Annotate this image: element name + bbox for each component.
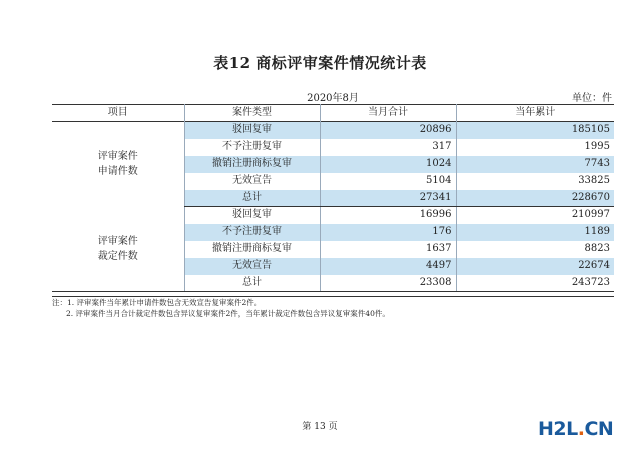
month-total-cell: 317 <box>320 139 456 156</box>
month-total-cell: 20896 <box>320 122 456 139</box>
logo-text: H2L <box>538 418 578 440</box>
case-type-cell: 撤销注册商标复审 <box>184 156 320 173</box>
year-total-cell: 185105 <box>456 122 614 139</box>
case-type-cell: 无效宣告 <box>184 173 320 190</box>
case-type-cell: 总计 <box>184 275 320 292</box>
table-notes <box>52 296 614 319</box>
month-total-cell: 1024 <box>320 156 456 173</box>
month-total-cell: 27341 <box>320 190 456 207</box>
header-case-type: 案件类型 <box>184 105 320 122</box>
page-number: 第 13 页 <box>302 422 338 432</box>
year-total-cell: 22674 <box>456 258 614 275</box>
case-type-cell: 不予注册复审 <box>184 224 320 241</box>
unit-label: 单位：件 <box>572 93 612 104</box>
case-type-cell: 无效宣告 <box>184 258 320 275</box>
year-total-cell: 210997 <box>456 207 614 224</box>
year-total-cell: 7743 <box>456 156 614 173</box>
month-total-cell: 176 <box>320 224 456 241</box>
month-total-cell: 16996 <box>320 207 456 224</box>
group-label-applications <box>52 122 184 207</box>
month-total-cell: 4497 <box>320 258 456 275</box>
year-total-cell: 1995 <box>456 139 614 156</box>
table-subheader <box>52 89 614 103</box>
group-label-rulings <box>52 207 184 292</box>
group-label-line: 评审案件 <box>97 151 138 163</box>
header-year-total: 当年累计 <box>456 105 614 122</box>
year-total-cell: 8823 <box>456 241 614 258</box>
header-month-total: 当月合计 <box>320 105 456 122</box>
month-total-cell: 23308 <box>320 275 456 292</box>
logo-text-cn: CN <box>584 418 614 440</box>
year-total-cell: 1189 <box>456 224 614 241</box>
header-item: 项目 <box>107 107 128 118</box>
year-total-cell: 243723 <box>456 275 614 292</box>
page-title: 表12 商标评审案件情况统计表 <box>213 54 427 72</box>
case-type-cell: 撤销注册商标复审 <box>184 241 320 258</box>
table-row <box>52 122 614 139</box>
group-label-line: 评审案件 <box>97 235 138 247</box>
watermark-logo <box>538 418 634 442</box>
note-line: 注：1. 评审案件当年累计申请件数包含无效宣告复审案件2件。 <box>52 298 262 307</box>
group-label-line: 申请件数 <box>97 166 138 178</box>
month-total-cell: 5104 <box>320 173 456 190</box>
note-line: 2. 评审案件当月合计裁定件数包含异议复审案件2件，当年累计裁定件数包含异议复审案件40件。 <box>66 309 390 318</box>
case-type-cell: 驳回复审 <box>184 207 320 224</box>
table-header-row <box>52 105 614 122</box>
year-total-cell: 33825 <box>456 173 614 190</box>
group-label-line: 裁定件数 <box>97 250 138 262</box>
year-total-cell: 228670 <box>456 190 614 207</box>
report-date: 2020年8月 <box>307 93 359 104</box>
statistics-table <box>52 104 614 292</box>
month-total-cell: 1637 <box>320 241 456 258</box>
case-type-cell: 总计 <box>184 190 320 207</box>
logo-dot: . <box>577 418 585 440</box>
table-row <box>52 207 614 224</box>
case-type-cell: 不予注册复审 <box>184 139 320 156</box>
case-type-cell: 驳回复审 <box>184 122 320 139</box>
